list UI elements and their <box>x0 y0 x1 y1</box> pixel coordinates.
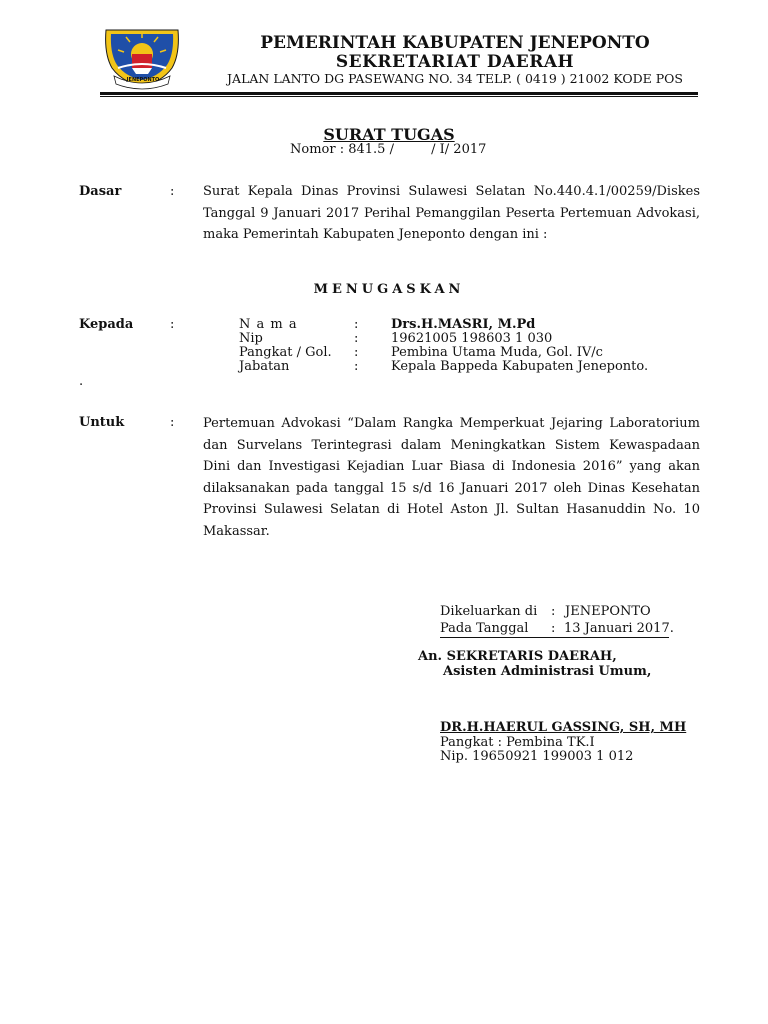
signatory-name: DR.H.HAERUL GASSING, SH, MH <box>440 720 687 735</box>
issued-at-value: JENEPONTO <box>565 604 651 619</box>
nama-colon: : <box>354 317 359 332</box>
signatory-position: Asisten Administrasi Umum, <box>443 664 652 679</box>
letterhead-rule-thick <box>100 92 698 95</box>
dasar-colon: : <box>170 184 175 199</box>
issued-at-label: Dikeluarkan di <box>440 604 538 619</box>
signatory-rank: Pangkat : Pembina TK.I <box>440 735 595 750</box>
letterhead-office-name: SEKRETARIAT DAERAH <box>335 52 575 72</box>
stray-dot: . <box>79 374 84 389</box>
letterhead-address: JALAN LANTO DG PASEWANG NO. 34 TELP. ( 0419 ) 21002 KODE POS <box>227 71 683 86</box>
nama-label: N a m a <box>239 317 298 332</box>
dasar-text: Surat Kepala Dinas Provinsi Sulawesi Selatan No.440.4.1/00259/Diskes Tanggal 9 Januari 2017 Perihal Pemanggilan Peserta Pertemuan Advokasi, maka Pemerintah Kabupaten Jeneponto dengan ini : <box>203 184 700 242</box>
nip-label: Nip <box>239 331 263 346</box>
kepada-colon: : <box>170 317 175 332</box>
logo-ribbon-text: JENEPONTO <box>126 77 160 83</box>
date-value: 13 Januari 2017. <box>564 621 674 636</box>
nama-value: Drs.H.MASRI, M.Pd <box>391 317 536 332</box>
signatory-nip: Nip. 19650921 199003 1 012 <box>440 749 634 764</box>
jabatan-label: Jabatan <box>239 359 290 374</box>
date-colon: : <box>551 621 556 636</box>
nip-colon: : <box>354 331 359 346</box>
document-title: SURAT TUGAS <box>323 125 455 144</box>
issued-at-colon: : <box>551 604 556 619</box>
jabatan-value: Kepala Bappeda Kabupaten Jeneponto. <box>391 359 649 374</box>
letterhead-government-name: PEMERINTAH KABUPATEN JENEPONTO <box>260 33 650 53</box>
pangkat-colon: : <box>354 345 359 360</box>
date-row <box>440 621 674 638</box>
untuk-text: Pertemuan Advokasi “Dalam Rangka Memperkuat Jejaring Laboratorium dan Survelans Terintegrasi dalam Meningkatkan Sistem Kewaspadaan Dini dan Investigasi Kejadian Luar Biasa di Indonesia 2016” yang akan dilaksanakan pada tanggal 15 s/d 16 Januari 2017 oleh Dinas Kesehatan Provinsi Sulawesi Selatan di Hotel Aston Jl. Sultan Hasanuddin No. 10 Makassar. <box>203 416 700 539</box>
untuk-label: Untuk <box>79 415 125 430</box>
on-behalf-title: An. SEKRETARIS DAERAH, <box>418 649 617 664</box>
kepada-label: Kepada <box>79 317 134 332</box>
pangkat-label: Pangkat / Gol. <box>239 345 332 360</box>
menugaskan-heading: MENUGASKAN <box>313 282 465 297</box>
date-label: Pada Tanggal <box>440 621 529 636</box>
jabatan-colon: : <box>354 359 359 374</box>
nip-value: 19621005 198603 1 030 <box>391 331 553 346</box>
document-number: Nomor : 841.5 / / I/ 2017 <box>290 142 487 157</box>
untuk-colon: : <box>170 415 175 430</box>
dasar-label: Dasar <box>79 184 122 199</box>
pangkat-value: Pembina Utama Muda, Gol. IV/c <box>391 345 603 360</box>
letterhead-rule-thin <box>100 96 698 97</box>
